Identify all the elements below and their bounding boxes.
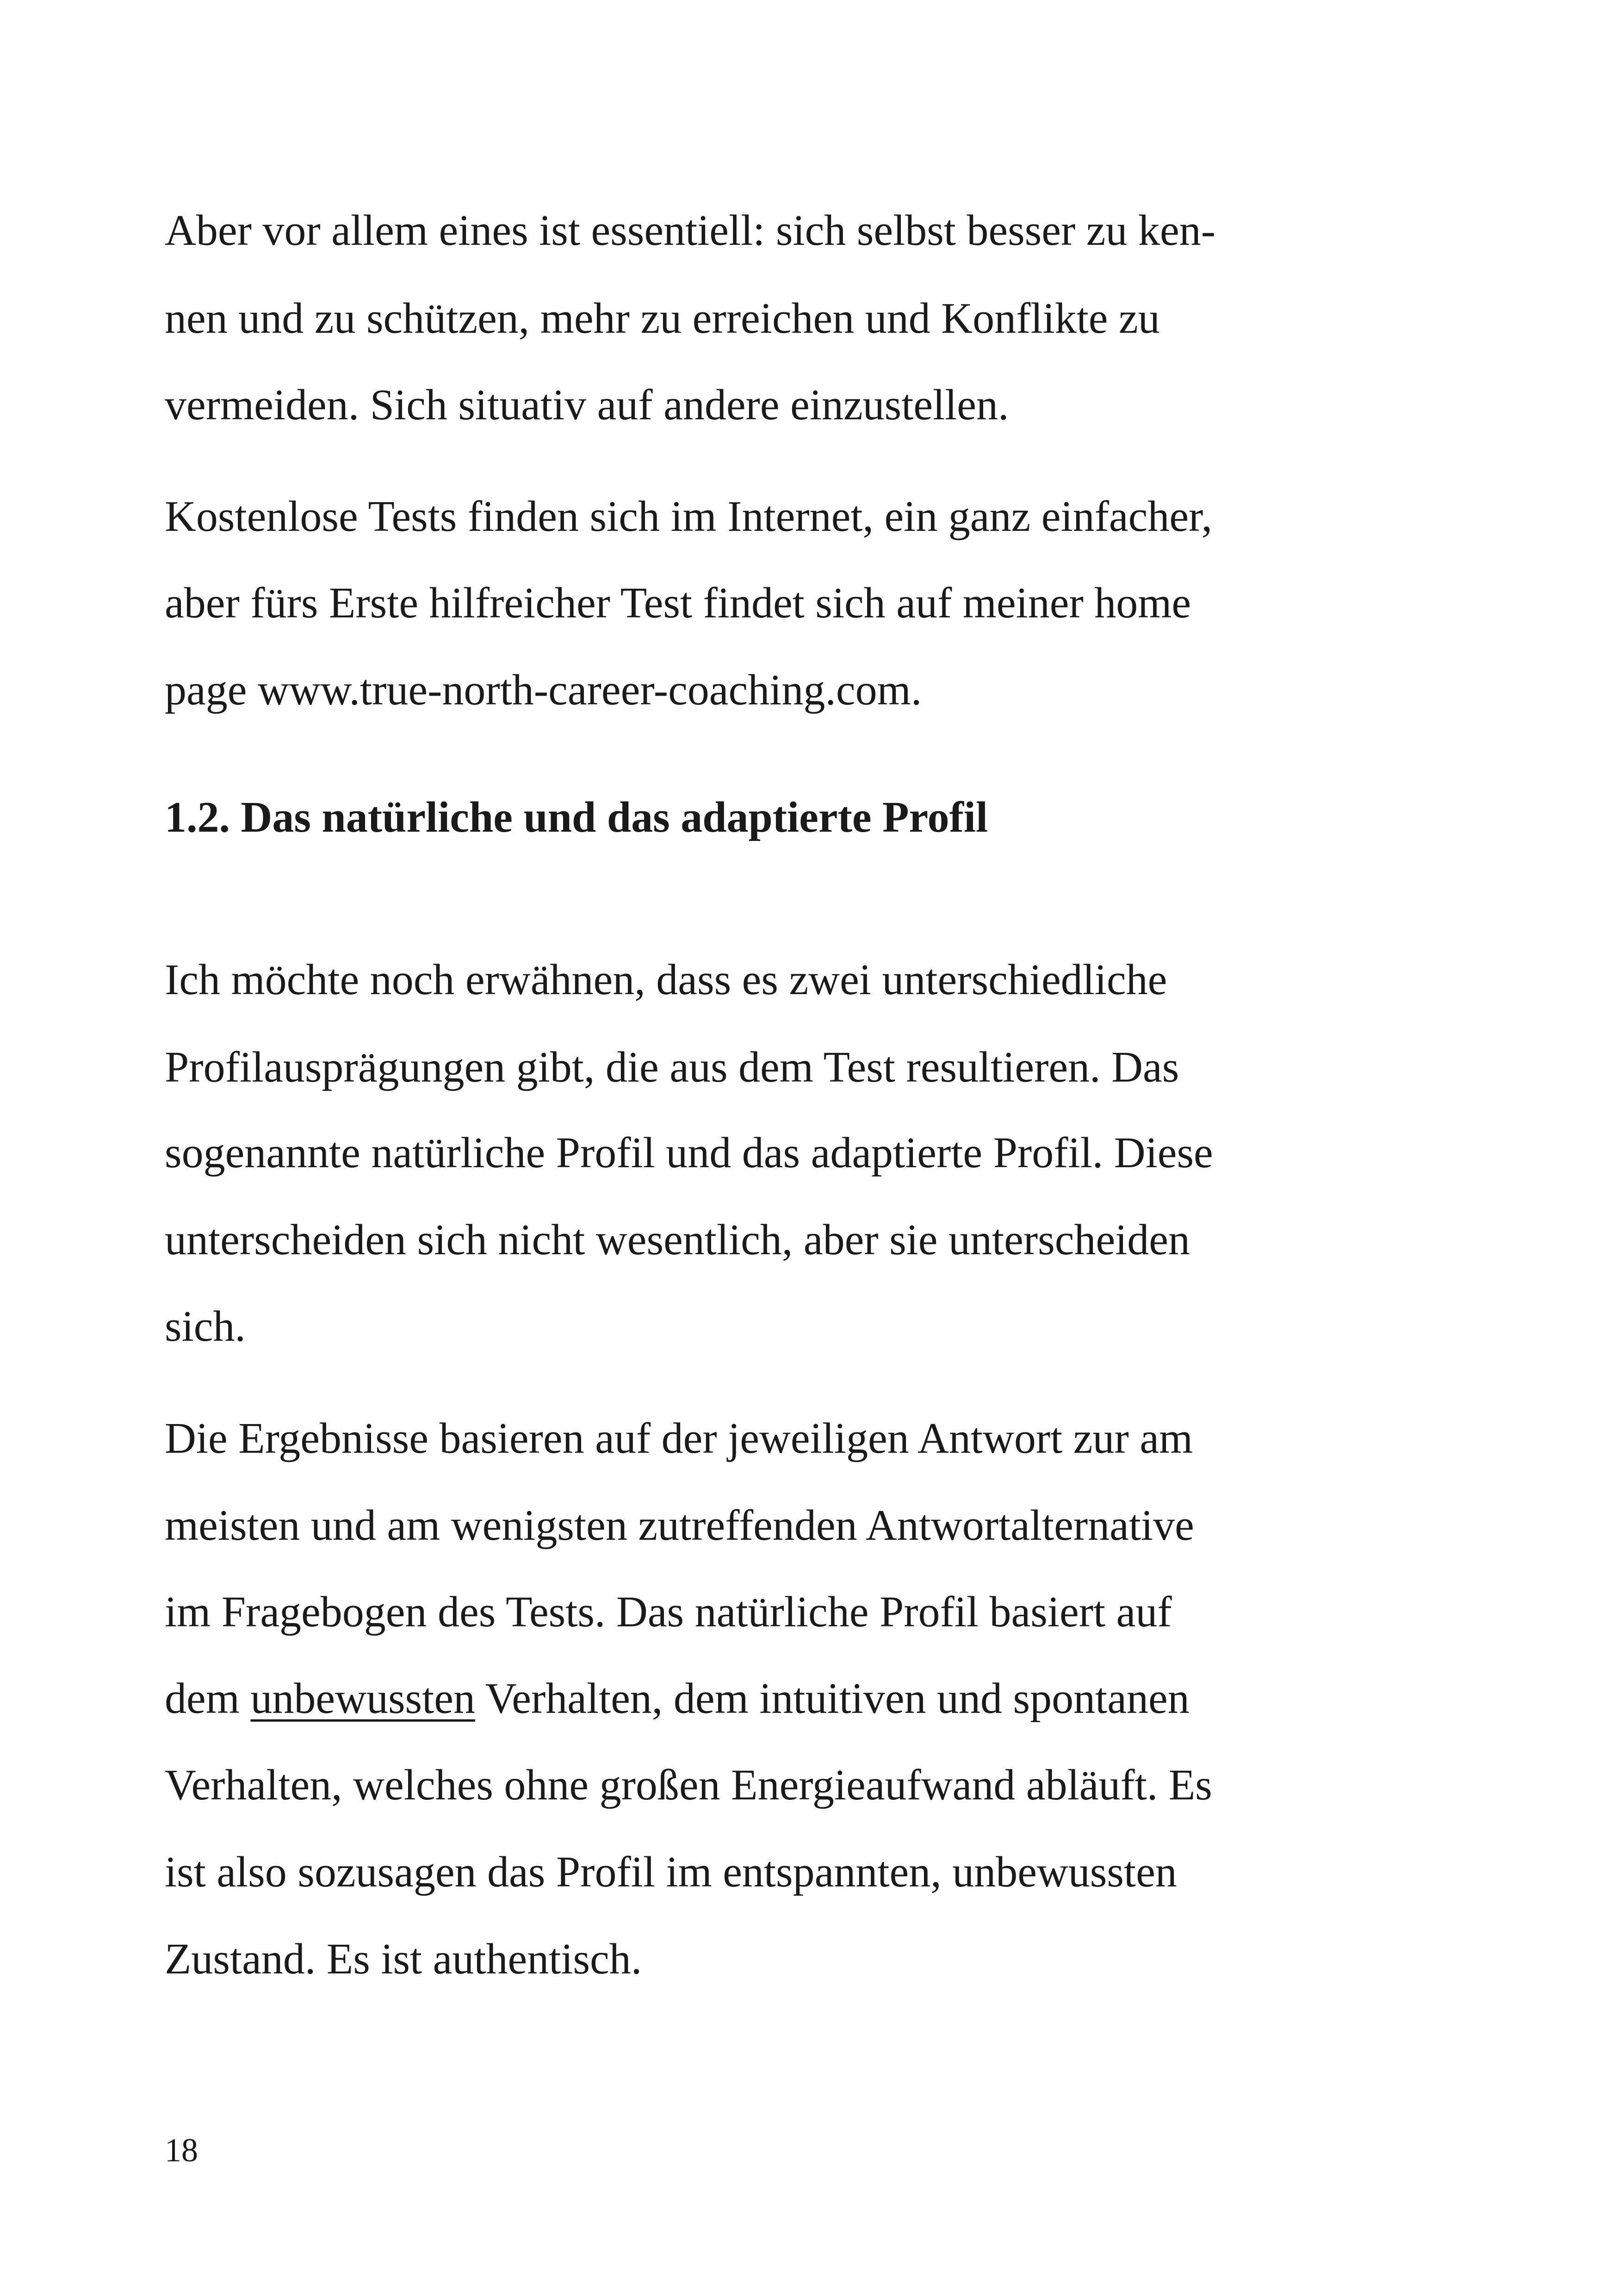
paragraph-4-line-4 — [165, 1673, 1190, 1724]
paragraph-4-line-5: Verhalten, welches ohne großen Energieaufwand abläuft. Es — [165, 1761, 1212, 1809]
line-text-before: dem — [165, 1674, 251, 1723]
paragraph-1-line-2: nen und zu schützen, mehr zu erreichen und Konflikte zu — [165, 294, 1160, 342]
paragraph-3-line-5: sich. — [165, 1302, 246, 1350]
paragraph-4-line-6: ist also sozusagen das Profil im entspannten, unbewussten — [165, 1848, 1177, 1896]
paragraph-3-line-2: Profilausprägungen gibt, die aus dem Test resultieren. Das — [165, 1043, 1179, 1091]
line-text-after: Verhalten, dem intuitiven und spontanen — [475, 1674, 1190, 1723]
paragraph-3-line-3: sogenannte natürliche Profil und das adaptierte Profil. Diese — [165, 1129, 1213, 1177]
paragraph-3-line-4: unterscheiden sich nicht wesentlich, aber sie unterscheiden — [165, 1216, 1190, 1264]
paragraph-4-line-1: Die Ergebnisse basieren auf der jeweiligen Antwort zur am — [165, 1414, 1193, 1462]
paragraph-2-line-2: aber fürs Erste hilfreicher Test findet sich auf meiner home — [165, 579, 1191, 627]
paragraph-4-line-3: im Fragebogen des Tests. Das natürliche Profil basiert auf — [165, 1588, 1172, 1636]
paragraph-2-line-3: page www.true-north-career-coaching.com. — [165, 666, 922, 714]
paragraph-1-line-1: Aber vor allem eines ist essentiell: sich selbst besser zu ken- — [165, 206, 1216, 255]
section-heading: 1.2. Das natürliche und das adaptierte Profil — [165, 793, 988, 841]
paragraph-2-line-1: Kostenlose Tests finden sich im Internet, ein ganz einfacher, — [165, 492, 1213, 541]
paragraph-4-line-7: Zustand. Es ist authentisch. — [165, 1935, 642, 1983]
page-number: 18 — [165, 2132, 198, 2169]
paragraph-3-line-1: Ich möchte noch erwähnen, dass es zwei unterschiedliche — [165, 956, 1167, 1004]
underlined-word: unbewussten — [250, 1674, 475, 1723]
paragraph-1-line-3: vermeiden. Sich situativ auf andere einzustellen. — [165, 381, 1009, 429]
paragraph-4-line-2: meisten und am wenigsten zutreffenden Antwortalternative — [165, 1501, 1194, 1549]
